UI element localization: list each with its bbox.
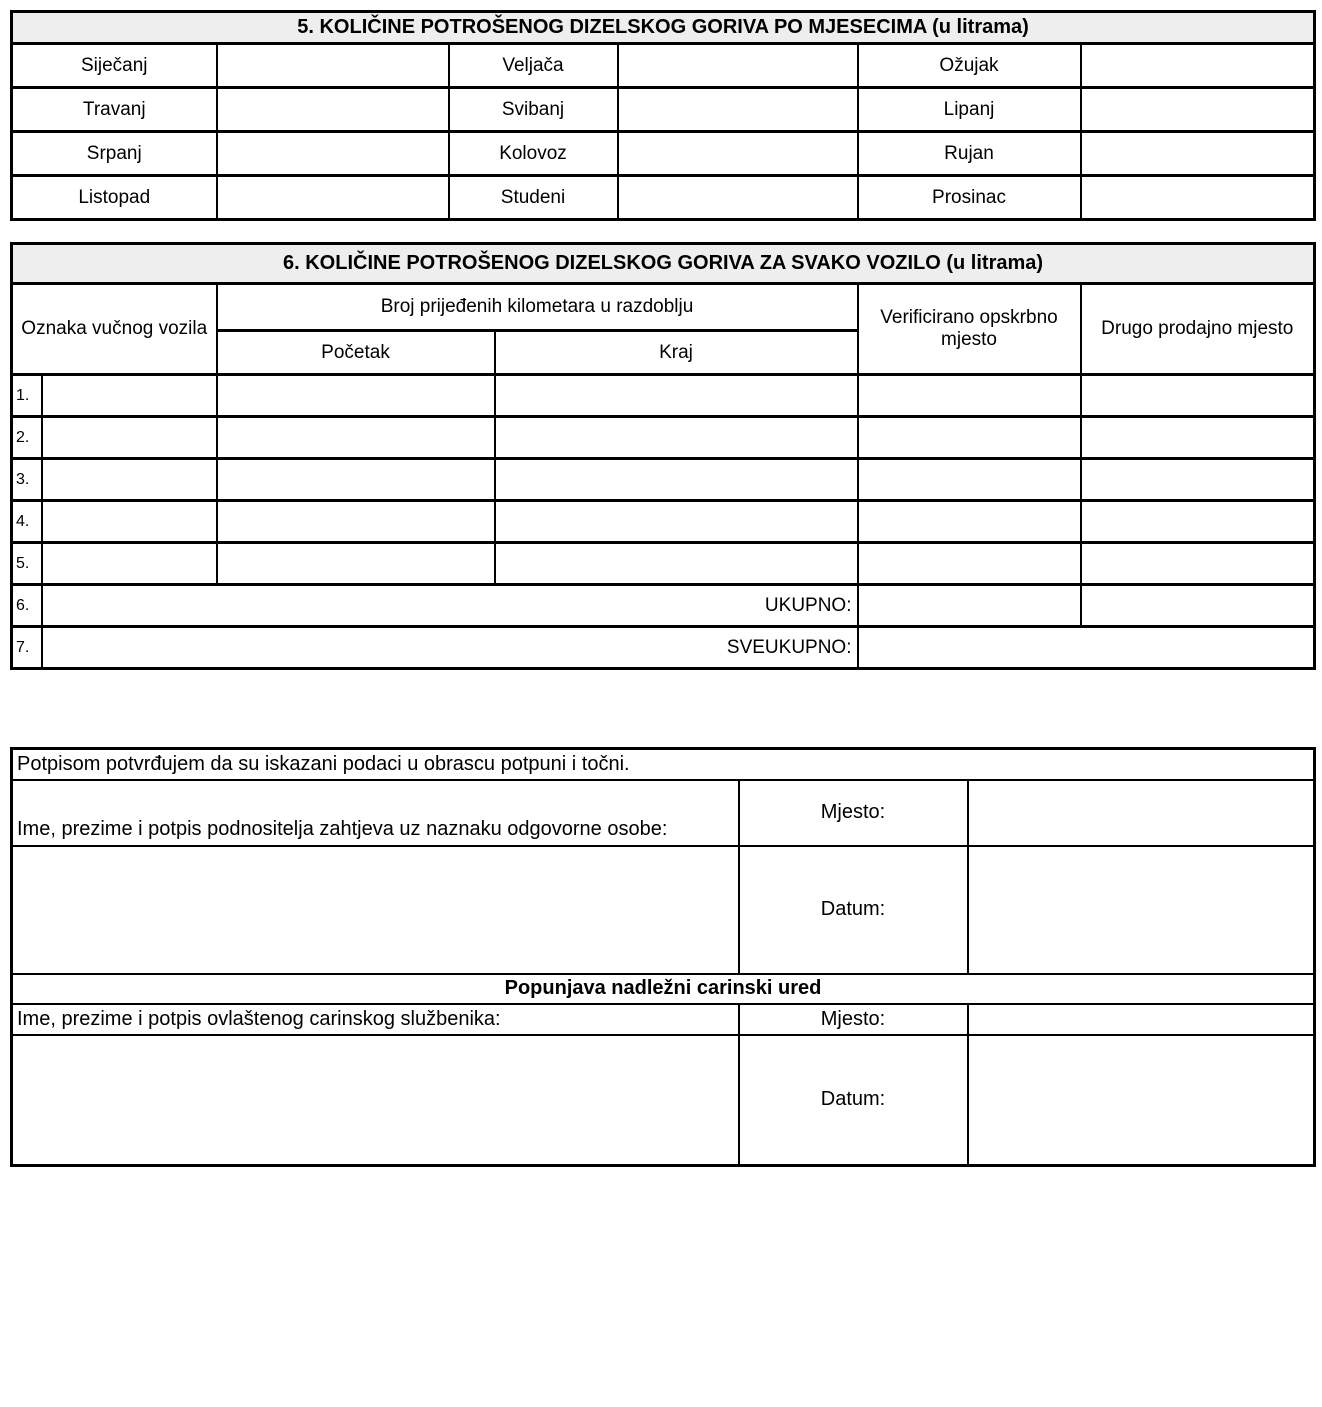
other-station-cell[interactable] xyxy=(1081,459,1315,501)
verified-station-header: Verificirano opskrbno mjesto xyxy=(858,284,1081,375)
verified-station-cell[interactable] xyxy=(858,459,1081,501)
other-station-cell[interactable] xyxy=(1081,417,1315,459)
vehicle-row-1 xyxy=(12,375,1315,417)
month-label-studeni: Studeni xyxy=(449,176,618,220)
km-end-cell[interactable] xyxy=(495,543,858,585)
month-value-ozujak[interactable] xyxy=(1081,44,1315,88)
month-value-veljaca[interactable] xyxy=(618,44,858,88)
month-value-svibanj[interactable] xyxy=(618,88,858,132)
grand-total-label: SVEUKUPNO: xyxy=(42,627,858,669)
statement-row xyxy=(12,749,1315,780)
months-row-4 xyxy=(12,176,1315,220)
vehicle-row-2 xyxy=(12,417,1315,459)
verified-station-cell[interactable] xyxy=(858,417,1081,459)
grand-total-row xyxy=(12,627,1315,669)
customs-place-value-cell[interactable] xyxy=(968,1004,1315,1035)
km-end-cell[interactable] xyxy=(495,501,858,543)
months-row-2 xyxy=(12,88,1315,132)
total-row xyxy=(12,585,1315,627)
km-start-cell[interactable] xyxy=(217,459,495,501)
other-station-cell[interactable] xyxy=(1081,375,1315,417)
month-label-kolovoz: Kolovoz xyxy=(449,132,618,176)
other-station-header: Drugo prodajno mjesto xyxy=(1081,284,1315,375)
customs-date-label: Datum: xyxy=(739,1035,968,1166)
verified-station-cell[interactable] xyxy=(858,543,1081,585)
km-end-cell[interactable] xyxy=(495,459,858,501)
months-row-1 xyxy=(12,44,1315,88)
customs-office-header: Popunjava nadležni carinski ured xyxy=(12,974,1315,1004)
monthly-fuel-table xyxy=(10,10,1316,221)
officer-signature-area[interactable] xyxy=(12,1035,739,1166)
vehicle-table-header-row-1 xyxy=(12,284,1315,331)
row-number: 6. xyxy=(12,585,42,627)
row-number: 1. xyxy=(12,375,42,417)
grand-total-value-cell[interactable] xyxy=(858,627,1315,669)
month-label-ozujak: Ožujak xyxy=(858,44,1081,88)
verified-station-cell[interactable] xyxy=(858,375,1081,417)
statement-text: Potpisom potvrđujem da su iskazani podaci u obrascu potpuni i točni. xyxy=(12,749,1315,780)
month-value-kolovoz[interactable] xyxy=(618,132,858,176)
vehicle-id-header: Oznaka vučnog vozila xyxy=(12,284,217,375)
monthly-fuel-title-row xyxy=(12,12,1315,44)
applicant-place-label: Mjesto: xyxy=(739,780,968,846)
km-start-cell[interactable] xyxy=(217,501,495,543)
km-end-cell[interactable] xyxy=(495,375,858,417)
vehicle-fuel-title: 6. KOLIČINE POTROŠENOG DIZELSKOG GORIVA ZA SVAKO VOZILO (u litrama) xyxy=(12,244,1315,284)
customs-date-value-cell[interactable] xyxy=(968,1035,1315,1166)
monthly-fuel-title: 5. KOLIČINE POTROŠENOG DIZELSKOG GORIVA PO MJESECIMA (u litrama) xyxy=(12,12,1315,44)
signature-section xyxy=(10,747,1316,1167)
applicant-label: Ime, prezime i potpis podnositelja zahtjeva uz naznaku odgovorne osobe: xyxy=(12,780,739,846)
month-label-rujan: Rujan xyxy=(858,132,1081,176)
total-other-station-cell[interactable] xyxy=(1081,585,1315,627)
vehicle-id-cell[interactable] xyxy=(42,459,217,501)
month-value-lipanj[interactable] xyxy=(1081,88,1315,132)
verified-station-cell[interactable] xyxy=(858,501,1081,543)
vehicle-id-cell[interactable] xyxy=(42,501,217,543)
km-start-cell[interactable] xyxy=(217,417,495,459)
km-start-header: Početak xyxy=(217,331,495,375)
vehicle-id-cell[interactable] xyxy=(42,543,217,585)
applicant-label-row xyxy=(12,780,1315,846)
month-value-listopad[interactable] xyxy=(217,176,449,220)
applicant-date-value-cell[interactable] xyxy=(968,846,1315,974)
month-value-srpanj[interactable] xyxy=(217,132,449,176)
applicant-signature-area[interactable] xyxy=(12,846,739,974)
month-label-listopad: Listopad xyxy=(12,176,217,220)
row-number: 3. xyxy=(12,459,42,501)
vehicle-row-4 xyxy=(12,501,1315,543)
month-value-sijecanj[interactable] xyxy=(217,44,449,88)
customs-place-label: Mjesto: xyxy=(739,1004,968,1035)
month-value-prosinac[interactable] xyxy=(1081,176,1315,220)
month-label-prosinac: Prosinac xyxy=(858,176,1081,220)
month-label-travanj: Travanj xyxy=(12,88,217,132)
vehicle-fuel-table xyxy=(10,242,1316,670)
vehicle-id-cell[interactable] xyxy=(42,375,217,417)
officer-label: Ime, prezime i potpis ovlaštenog carinskog službenika: xyxy=(12,1004,739,1035)
km-start-cell[interactable] xyxy=(217,543,495,585)
row-number: 4. xyxy=(12,501,42,543)
row-number: 2. xyxy=(12,417,42,459)
month-label-veljaca: Veljača xyxy=(449,44,618,88)
row-number: 7. xyxy=(12,627,42,669)
vehicle-fuel-title-row xyxy=(12,244,1315,284)
applicant-date-label: Datum: xyxy=(739,846,968,974)
other-station-cell[interactable] xyxy=(1081,501,1315,543)
month-label-lipanj: Lipanj xyxy=(858,88,1081,132)
month-value-travanj[interactable] xyxy=(217,88,449,132)
km-start-cell[interactable] xyxy=(217,375,495,417)
vehicle-row-5 xyxy=(12,543,1315,585)
vehicle-row-3 xyxy=(12,459,1315,501)
total-label: UKUPNO: xyxy=(42,585,858,627)
total-verified-station-cell[interactable] xyxy=(858,585,1081,627)
row-number: 5. xyxy=(12,543,42,585)
month-label-svibanj: Svibanj xyxy=(449,88,618,132)
km-header: Broj prijeđenih kilometara u razdoblju xyxy=(217,284,858,331)
other-station-cell[interactable] xyxy=(1081,543,1315,585)
vehicle-id-cell[interactable] xyxy=(42,417,217,459)
months-row-3 xyxy=(12,132,1315,176)
applicant-place-value-cell[interactable] xyxy=(968,780,1315,846)
month-label-srpanj: Srpanj xyxy=(12,132,217,176)
month-label-sijecanj: Siječanj xyxy=(12,44,217,88)
month-value-studeni[interactable] xyxy=(618,176,858,220)
km-end-header: Kraj xyxy=(495,331,858,375)
officer-label-row xyxy=(12,1004,1315,1035)
customs-header-row xyxy=(12,974,1315,1004)
km-end-cell[interactable] xyxy=(495,417,858,459)
month-value-rujan[interactable] xyxy=(1081,132,1315,176)
